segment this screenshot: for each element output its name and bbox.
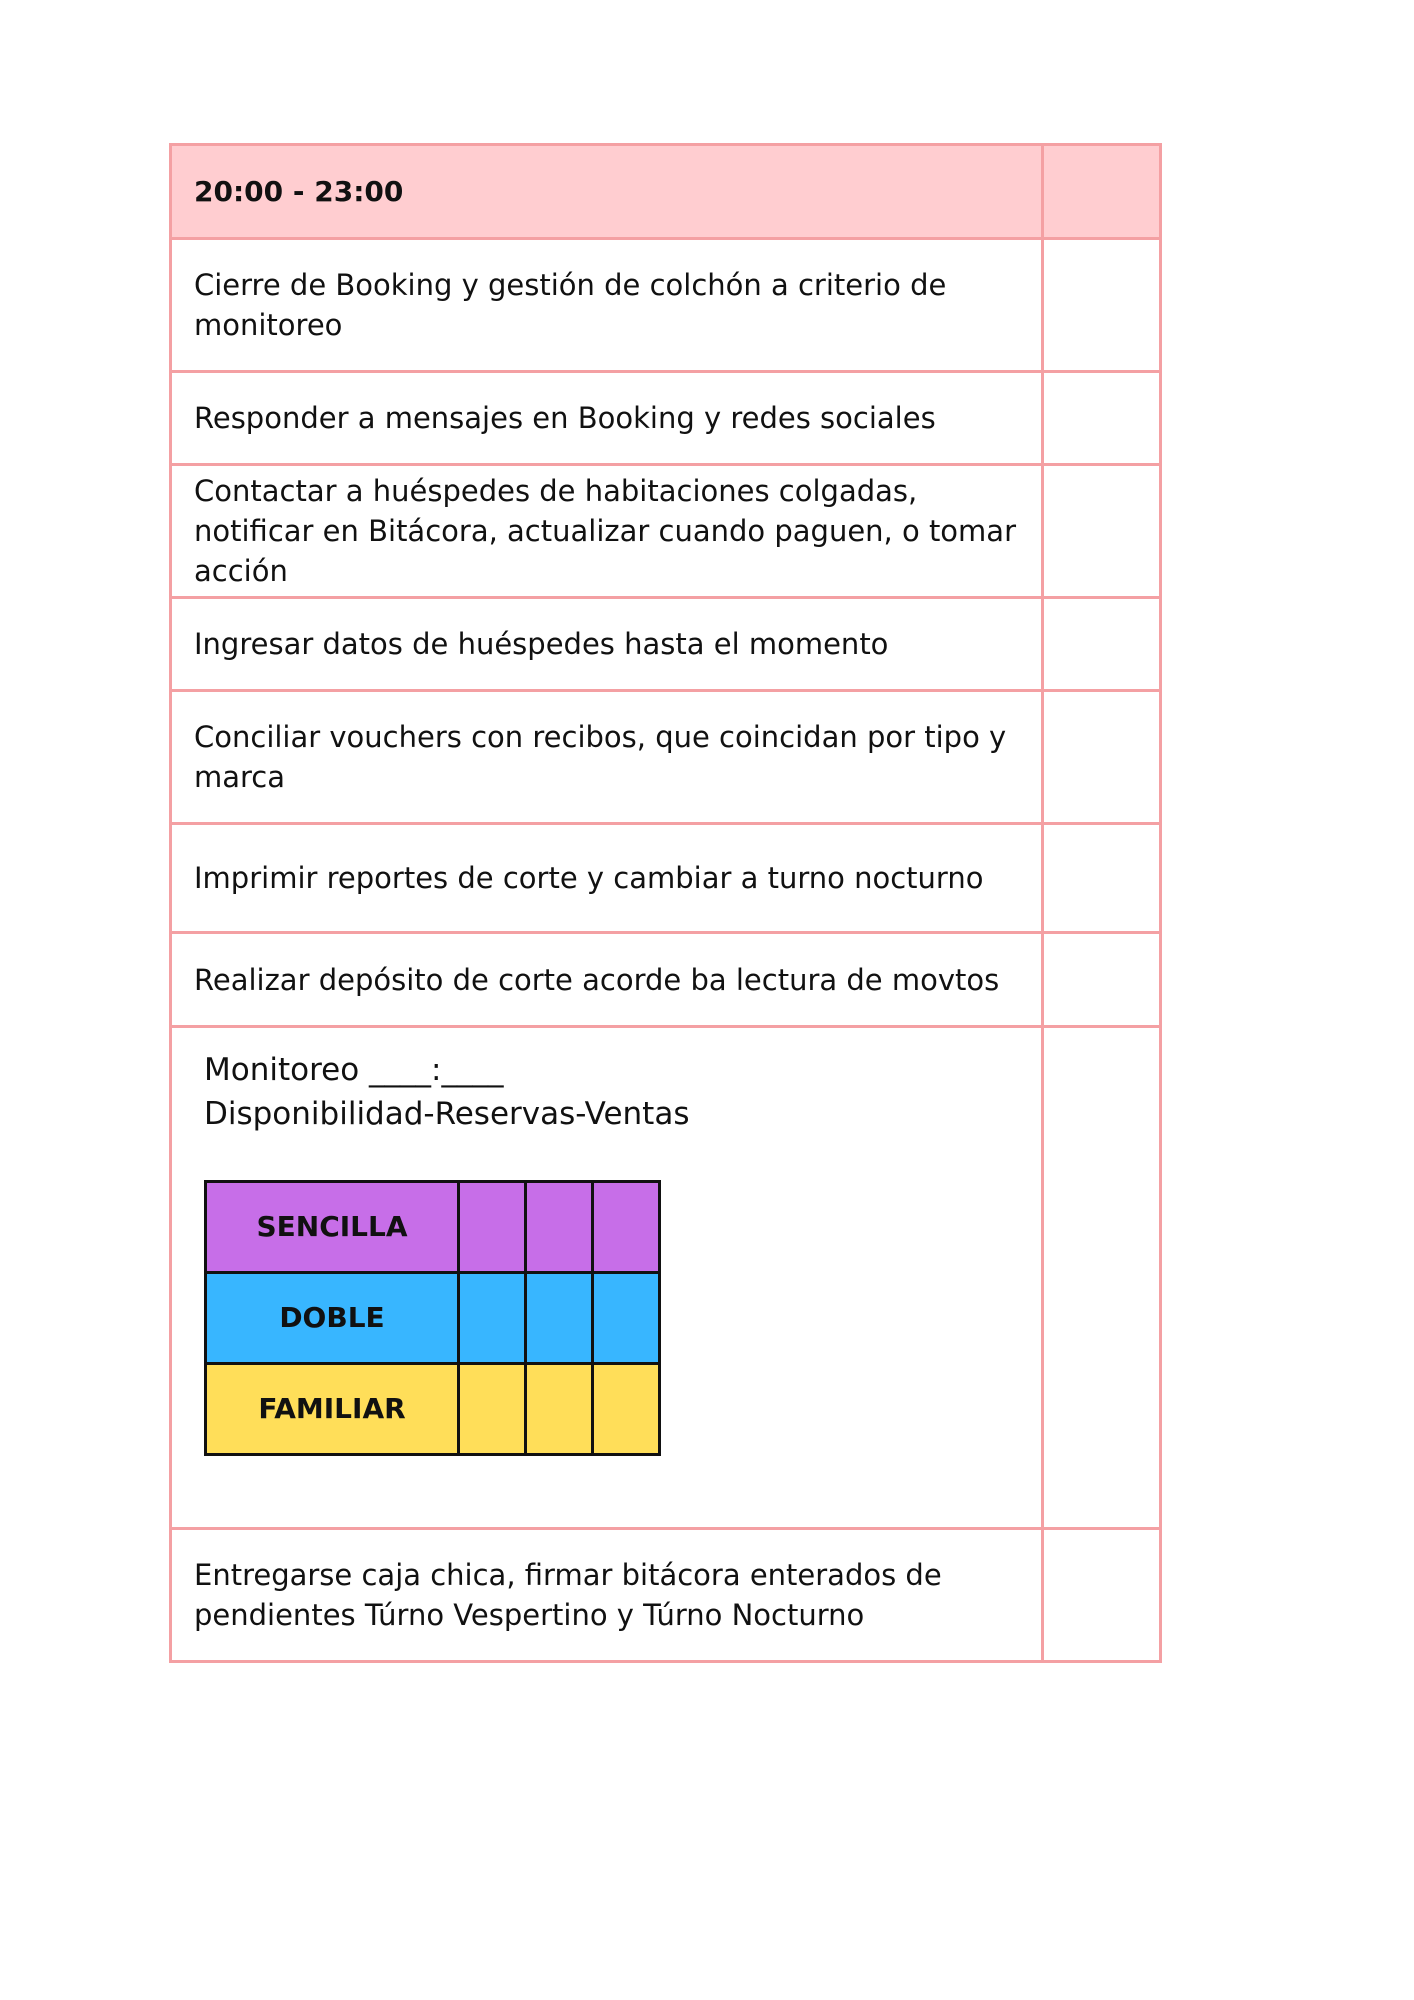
room-count-box bbox=[526, 1364, 593, 1455]
check-cell bbox=[1043, 598, 1161, 691]
check-cell bbox=[1043, 465, 1161, 598]
room-count-box bbox=[526, 1273, 593, 1364]
task-checklist-table bbox=[169, 143, 1162, 1663]
room-count-box bbox=[593, 1273, 660, 1364]
table-row bbox=[171, 372, 1161, 465]
task-text: Responder a mensajes en Booking y redes sociales bbox=[171, 372, 1043, 465]
task-text: Contactar a huéspedes de habitaciones colgadas, notificar en Bitácora, actualizar cuando paguen, o tomar acción bbox=[171, 465, 1043, 598]
room-label: FAMILIAR bbox=[206, 1364, 459, 1455]
table-header-row bbox=[171, 145, 1161, 239]
room-count-box bbox=[459, 1364, 526, 1455]
task-text: Realizar depósito de corte acorde ba lectura de movtos bbox=[171, 933, 1043, 1027]
check-cell bbox=[1043, 372, 1161, 465]
check-cell bbox=[1043, 1529, 1161, 1662]
monitor-row bbox=[171, 1027, 1161, 1529]
task-text: Entregarse caja chica, firmar bitácora enterados de pendientes Túrno Vespertino y Túrno Nocturno bbox=[171, 1529, 1043, 1662]
room-label: SENCILLA bbox=[206, 1182, 459, 1273]
monitor-title: Monitoreo ____:____ bbox=[204, 1052, 504, 1088]
room-count-box bbox=[593, 1182, 660, 1273]
task-text: Imprimir reportes de corte y cambiar a turno nocturno bbox=[171, 824, 1043, 933]
table-row bbox=[171, 824, 1161, 933]
task-text: Conciliar vouchers con recibos, que coincidan por tipo y marca bbox=[171, 691, 1043, 824]
task-text: Ingresar datos de huéspedes hasta el momento bbox=[171, 598, 1043, 691]
room-availability-grid bbox=[204, 1180, 661, 1456]
room-row-doble bbox=[206, 1273, 660, 1364]
table-row bbox=[171, 1529, 1161, 1662]
room-count-box bbox=[593, 1364, 660, 1455]
check-cell bbox=[1043, 145, 1161, 239]
monitor-subtitle: Disponibilidad-Reservas-Ventas bbox=[204, 1096, 690, 1132]
room-row-familiar bbox=[206, 1364, 660, 1455]
check-cell bbox=[1043, 239, 1161, 372]
check-cell bbox=[1043, 933, 1161, 1027]
monitor-cell bbox=[171, 1027, 1043, 1529]
table-row bbox=[171, 598, 1161, 691]
time-range-heading: 20:00 - 23:00 bbox=[171, 145, 1043, 239]
room-count-box bbox=[526, 1182, 593, 1273]
check-cell bbox=[1043, 1027, 1161, 1529]
task-text: Cierre de Booking y gestión de colchón a criterio de monitoreo bbox=[171, 239, 1043, 372]
check-cell bbox=[1043, 691, 1161, 824]
room-count-box bbox=[459, 1273, 526, 1364]
check-cell bbox=[1043, 824, 1161, 933]
room-label: DOBLE bbox=[206, 1273, 459, 1364]
table-row bbox=[171, 933, 1161, 1027]
table-row bbox=[171, 239, 1161, 372]
table-row bbox=[171, 691, 1161, 824]
room-count-box bbox=[459, 1182, 526, 1273]
room-row-sencilla bbox=[206, 1182, 660, 1273]
table-row bbox=[171, 465, 1161, 598]
